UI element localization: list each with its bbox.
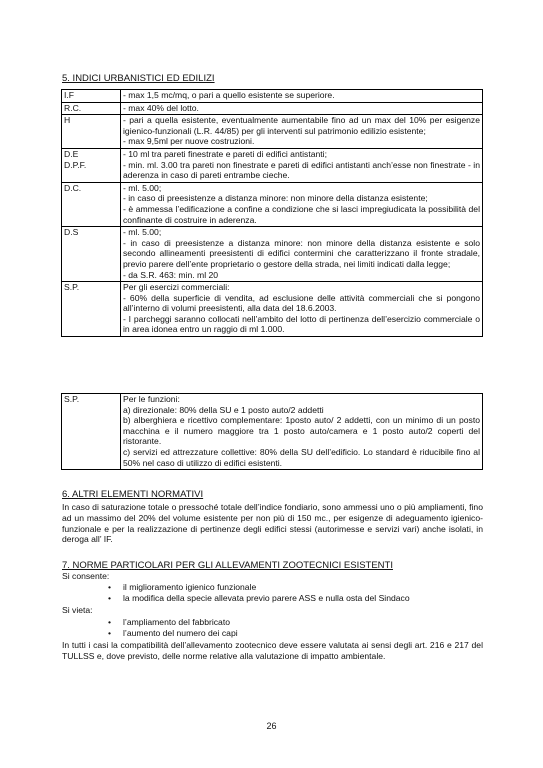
index-key: D.C. — [62, 182, 121, 226]
index-value: - pari a quella esistente, eventualmente aumentabile fino ad un max del 10% per esigenze igienico-funzionali (L.R. 44/85) per gli interventi sul patrimonio edilizio esistente; - max 9,5ml per nuove costruzioni. — [121, 115, 483, 149]
allowed-label: Si consente: — [62, 571, 110, 581]
allowed-list — [62, 582, 410, 604]
table-row — [62, 102, 483, 115]
index-value: - 10 ml tra pareti finestrate e pareti di edifici antistanti; - min. ml. 3.00 tra pareti non finestrate e pareti di edifici antistanti anch’esse non finestrate - in aderenza in caso di pareti entrambe cieche. — [121, 148, 483, 182]
index-key: S.P. — [62, 282, 121, 337]
bullet-icon: • — [108, 582, 112, 592]
index-value: Per le funzioni: a) direzionale: 80% della SU e 1 posto auto/2 addetti b) alberghiera e ricettivo complementare: 1posto auto/ 2 addetti, con un minimo di un posto macchina e il numero maggiore tra 1 posto auto/camera e 1 posto auto/2 coperti del ristorante. c) servizi ed attrezzature collettive: 80% della SU dell’edificio. Lo standard è riducibile fino al 50% nel caso di utilizzo di edifici esistenti. — [121, 394, 483, 470]
table-row — [62, 282, 483, 337]
section-7-heading: 7. NORME PARTICOLARI PER GLI ALLEVAMENTI ZOOTECNICI ESISTENTI — [62, 560, 393, 571]
index-key: I.F — [62, 90, 121, 103]
list-item: • l’aumento del numero dei capi — [108, 627, 238, 638]
list-item: • il miglioramento igienico funzionale — [108, 582, 257, 592]
forbidden-list — [62, 617, 238, 639]
index-key: D.E D.P.F. — [62, 148, 121, 182]
index-value: - ml. 5.00; - in caso di preesistenze a distanza minore: non minore della distanza esistente e solo secondo allineamenti preesistenti di edifici contermini che caratterizzano il fronte stradale, previo parere dell’ente proprietario o gestore della strada, nei limiti indicati dalla legge; - da S.R. 463: min. ml 20 — [121, 227, 483, 282]
table-row — [62, 148, 483, 182]
table-row — [62, 182, 483, 226]
bullet-icon: • — [108, 627, 112, 638]
section-6-heading: 6. ALTRI ELEMENTI NORMATIVI — [62, 489, 204, 500]
list-item: • la modifica della specie allevata previo parere ASS e nulla osta del Sindaco — [108, 592, 410, 603]
table-row — [62, 115, 483, 149]
index-key: D.S — [62, 227, 121, 282]
table-row — [62, 394, 483, 470]
index-value: Per gli esercizi commerciali: - 60% della superficie di vendita, ad esclusione delle attività commerciali che si pongono all’interno di volumi preesistenti, alla data del 18.6.2003. - I parcheggi saranno collocati nell’ambito del lotto di pertinenza dell’esercizio commerciale o in area idonea entro un raggio di ml 1.000. — [121, 282, 483, 337]
index-value: - max 1,5 mc/mq, o pari a quello esistente se superiore. — [121, 90, 483, 103]
index-key: H — [62, 115, 121, 149]
indices-table — [61, 89, 483, 337]
bullet-icon: • — [108, 592, 112, 603]
page-number: 26 — [266, 721, 277, 731]
parking-table — [61, 393, 483, 470]
list-item: • l’ampliamento del fabbricato — [108, 617, 231, 627]
forbidden-label: Si vieta: — [62, 605, 93, 615]
table-row — [62, 227, 483, 282]
index-key: R.C. — [62, 102, 121, 115]
section-6-text: In caso di saturazione totale o pressoché totale dell’indice fondiario, sono ammessi uno o più ampliamenti, fino ad un massimo del 20% del volume esistente per non più di 150 mc., per esigenze di adeguamento igienico-funzionale e per la realizzazione di pertinenze degli edifici stessi (autorimesse e servizi vari) anche isolati, in deroga all’ IF. — [62, 502, 483, 545]
table-row — [62, 90, 483, 103]
section-5-heading: 5. INDICI URBANISTICI ED EDILIZI — [62, 73, 215, 84]
section-7-closing: In tutti i casi la compatibilità dell’allevamento zootecnico deve essere valutata ai sensi degli art. 216 e 217 del TULLSS e, dove previsto, delle norme relative alla valutazione di impatto ambientale. — [62, 640, 483, 661]
index-value: - ml. 5.00; - in caso di preesistenze a distanza minore: non minore della distanza esistente; - è ammessa l’edificazione a confine a condizione che si lasci impregiudicata la possibilità del confinante di costruire in aderenza. — [121, 182, 483, 226]
bullet-icon: • — [108, 617, 112, 627]
index-key: S.P. — [62, 394, 121, 470]
index-value: - max 40% del lotto. — [121, 102, 483, 115]
